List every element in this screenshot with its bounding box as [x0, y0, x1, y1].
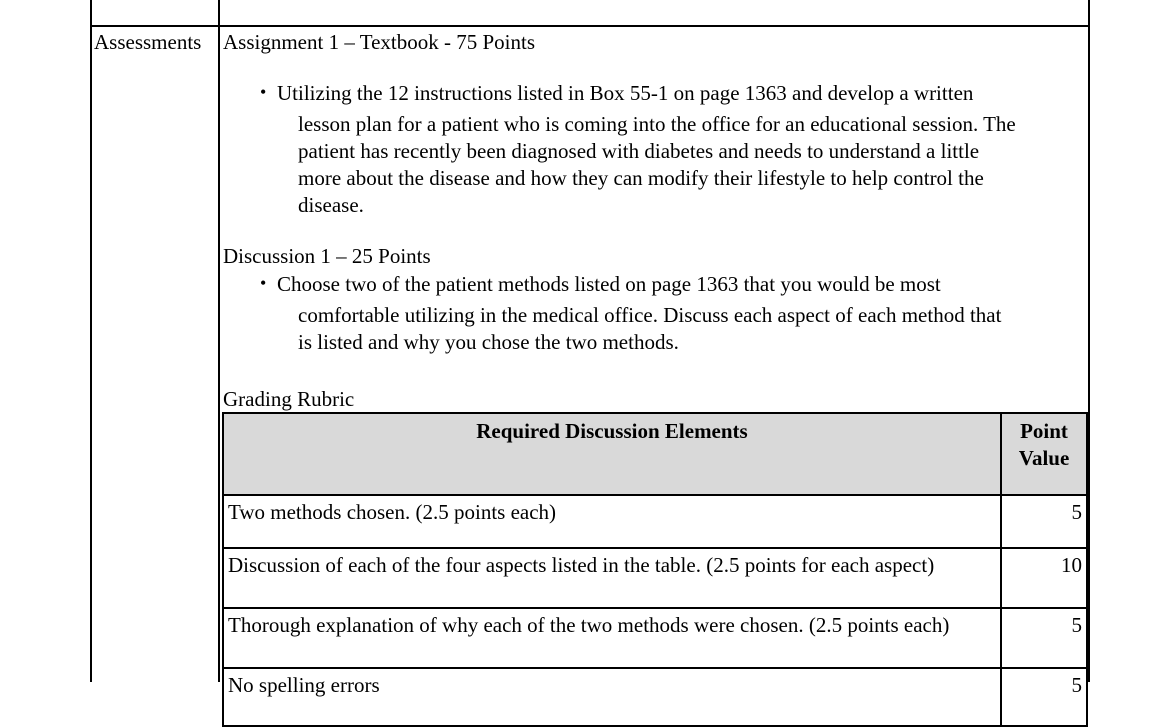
- outer-left-border: [90, 0, 92, 682]
- bullet-dot: •: [260, 273, 267, 293]
- discussion-line-3: is listed and why you chose the two methods.: [298, 330, 679, 354]
- rubric-row-1-text: Two methods chosen. (2.5 points each): [228, 500, 557, 524]
- rubric-header-points: [1000, 412, 1088, 496]
- discussion-heading: Discussion 1 – 25 Points: [223, 244, 431, 268]
- rubric-row-4-text: No spelling errors: [228, 673, 380, 697]
- row-divider: [90, 25, 1090, 27]
- rubric-row-2-value: 10: [1061, 553, 1082, 577]
- grading-rubric-table: [222, 412, 1088, 702]
- rubric-row-2-points: [1000, 547, 1088, 609]
- assignment-line-3: patient has recently been diagnosed with diabetes and needs to understand a little: [298, 139, 980, 163]
- assignment-line-4: more about the disease and how they can modify their lifestyle to help control the: [298, 166, 984, 190]
- rubric-row-4-points: [1000, 667, 1088, 727]
- bullet-dot: •: [260, 82, 267, 102]
- label-column-divider: [218, 0, 220, 682]
- rubric-row-4-element: [222, 667, 1002, 727]
- discussion-bullet-text: Choose two of the patient methods listed on page 1363 that you would be most: [277, 272, 941, 296]
- rubric-header-elements: Required Discussion Elements: [222, 412, 1002, 496]
- assignment-line-2: lesson plan for a patient who is coming into the office for an educational session. The: [298, 112, 1016, 136]
- rubric-row-1-value: 5: [1071, 500, 1082, 524]
- assignment-heading: Assignment 1 – Textbook - 75 Points: [223, 30, 535, 54]
- rubric-header-points-line1: Point: [1020, 419, 1068, 443]
- assignment-bullet-text: Utilizing the 12 instructions listed in Box 55-1 on page 1363 and develop a written: [277, 81, 974, 105]
- rubric-row-1-element: [222, 494, 1002, 549]
- rubric-row-2-element: [222, 547, 1002, 609]
- rubric-row-3-text: Thorough explanation of why each of the two methods were chosen. (2.5 points each): [228, 613, 950, 637]
- rubric-title: Grading Rubric: [223, 387, 355, 411]
- rubric-row-3-points: [1000, 607, 1088, 669]
- rubric-row-4-value: 5: [1071, 673, 1082, 697]
- rubric-row-2-text: Discussion of each of the four aspects listed in the table. (2.5 points for each aspect): [228, 553, 935, 577]
- rubric-row-3-element: [222, 607, 1002, 669]
- assignment-line-5: disease.: [298, 193, 364, 217]
- row-label-assessments: Assessments: [94, 30, 202, 54]
- rubric-row-1-points: [1000, 494, 1088, 549]
- outer-right-border: [1088, 0, 1090, 682]
- rubric-header-points-line2: Value: [1018, 446, 1070, 470]
- discussion-line-2: comfortable utilizing in the medical office. Discuss each aspect of each method that: [298, 303, 1002, 327]
- rubric-row-3-value: 5: [1071, 613, 1082, 637]
